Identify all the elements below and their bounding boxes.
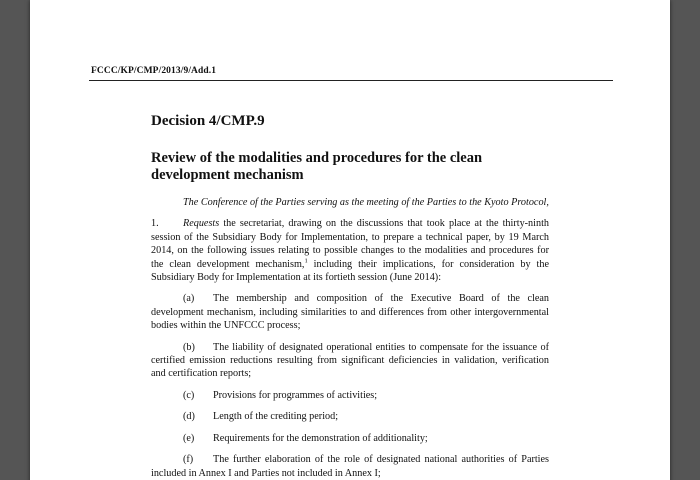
- header-divider: [89, 80, 613, 81]
- paragraph-text: the secretariat, drawing on the discussions that took place at the thirty-ninth session of the Subsidiary Body for Implementation, to prepare a technical paper, by 19 March 2014, on the following issues relating to possible changes to the modalities and procedures for the clean development mechanism,: [151, 218, 549, 270]
- subitem-label: (b): [183, 341, 195, 353]
- subitem-label: (e): [183, 432, 195, 444]
- decision-title: Decision 4/CMP.9: [151, 113, 265, 129]
- subitem: [151, 410, 549, 423]
- subitem-text: The liability of designated operational entities to compensate for the issuance of certified emission reductions resulting from significant deficiencies in validation, verification and certification reports;: [151, 341, 549, 380]
- subitem: [151, 341, 549, 381]
- preamble-text: The Conference of the Parties serving as the meeting of the Parties to the Kyoto Protocol,: [183, 197, 549, 208]
- subitem: [151, 453, 549, 480]
- subitem-label: (c): [183, 389, 195, 401]
- subitem: [151, 432, 549, 445]
- paragraph-1: [151, 217, 549, 284]
- subitem-text: Requirements for the demonstration of additionality;: [213, 432, 428, 444]
- footnote-mark[interactable]: 1: [304, 257, 308, 265]
- paragraph-number: 1.: [151, 218, 159, 230]
- paragraph-text-continued: including their implications, for consideration by the Subsidiary Body for Implementation at its fortieth session (June 2014):: [151, 258, 549, 284]
- subitem: [151, 292, 549, 332]
- subitem-label: (f): [183, 454, 194, 466]
- document-heading: Review of the modalities and procedures for the clean development mechanism: [151, 150, 483, 183]
- subitem: [151, 389, 549, 402]
- subitem-text: Provisions for programmes of activities;: [213, 389, 378, 401]
- document-page: [30, 0, 670, 480]
- subitem-label: (a): [183, 293, 195, 305]
- subitem-text: Length of the crediting period;: [213, 411, 339, 423]
- document-symbol: FCCC/KP/CMP/2013/9/Add.1: [91, 66, 217, 76]
- operative-verb: Requests: [183, 218, 220, 230]
- subitem-text: The further elaboration of the role of designated national authorities of Parties included in Annex I and Parties not included in Annex I;: [151, 454, 549, 479]
- subitem-label: (d): [183, 411, 195, 423]
- document-body: [151, 196, 549, 480]
- subitem-text: The membership and composition of the Executive Board of the clean development mechanism, including similarities to and differences from other intergovernmental bodies within the UNFCCC process;: [151, 293, 549, 332]
